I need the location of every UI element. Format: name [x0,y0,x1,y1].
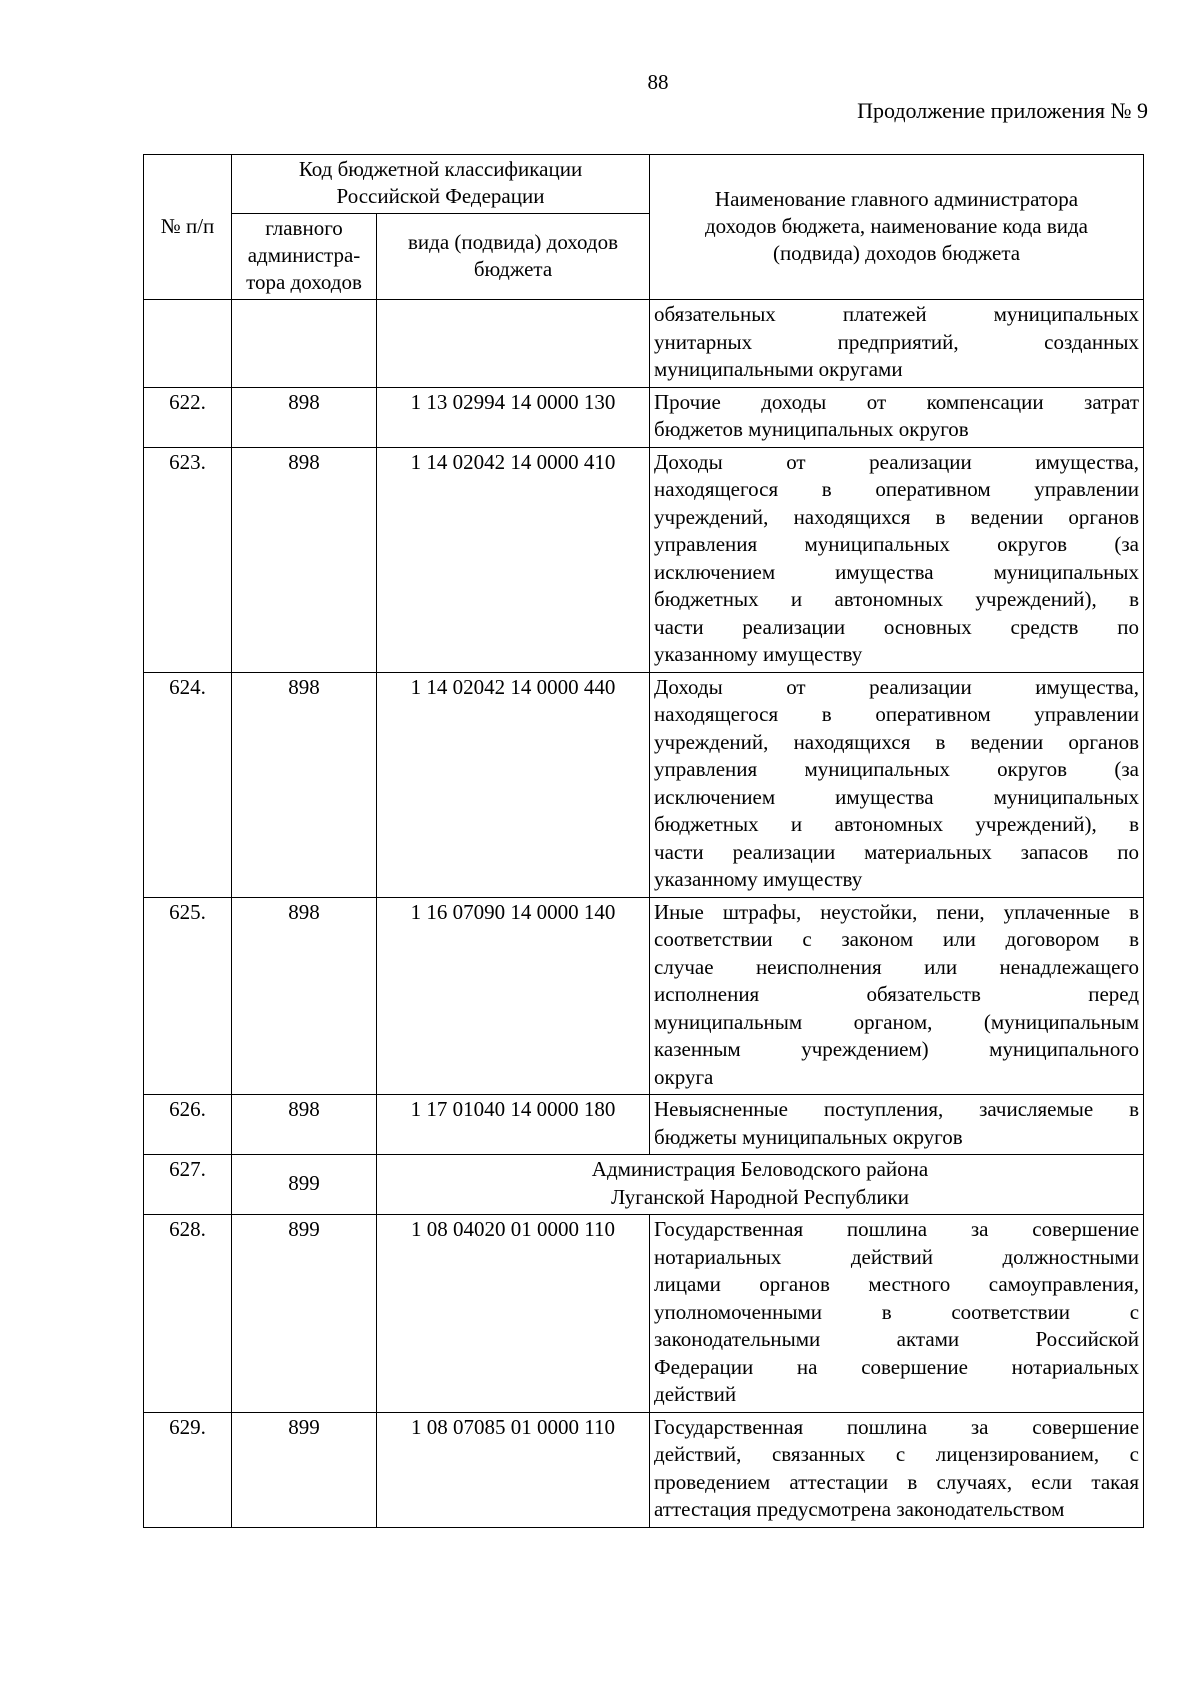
income-description [650,1215,1144,1413]
admin-code: 898 [232,897,377,1095]
income-code: 1 08 04020 01 0000 110 [377,1215,650,1413]
table-row [144,1215,1144,1413]
administrator-title-line: Луганской Народной Республики [611,1184,909,1209]
description-line: Доходы от реализации имущества, [654,674,1140,699]
table-row [144,1095,1144,1155]
description-line: указанному имуществу [654,642,863,666]
description-line: Государственная пошлина за совершение [654,1414,1140,1439]
income-description [650,1095,1144,1155]
admin-code [232,300,377,388]
header-name-line: Наименование главного администратора [714,186,1079,211]
description-line: находящегося в оперативном управлении [654,702,1140,726]
description-line: округа [654,1064,714,1089]
row-number: 623. [144,447,232,672]
description-line: исключением имущества муниципальных [654,559,1140,584]
description-line: указанному имуществу [654,867,863,891]
row-number: 626. [144,1095,232,1155]
table-row [144,387,1144,447]
income-description [650,447,1144,672]
description-line: учреждений, находящихся в ведении органов [654,729,1140,754]
budget-revenue-table [143,154,1144,1528]
header-name-line: (подвида) доходов бюджета [772,240,1021,265]
header-kbk-line: Российской Федерации [336,184,545,208]
admin-code: 898 [232,1095,377,1155]
description-line: нотариальных действий должностными [654,1244,1140,1269]
description-line: управления муниципальных округов (за [654,757,1140,781]
header-name [650,155,1144,300]
table-body [144,300,1144,1528]
description-line: бюджетных и автономных учреждений), в [654,587,1140,611]
description-line: лицами органов местного самоуправления, [654,1272,1140,1296]
header-name-line: доходов бюджета, наименование кода вида [705,213,1089,238]
description-line: Государственная пошлина за совершение [654,1217,1140,1241]
description-line: действий, связанных с лицензированием, с [654,1442,1140,1466]
header-admin-line: администра- [247,243,361,267]
description-line: действий [654,1382,737,1406]
row-number: 629. [144,1412,232,1527]
description-line: случае неисполнения или ненадлежащего [654,954,1140,979]
header-admin-code [232,214,377,300]
table-row [144,897,1144,1095]
admin-code: 899 [232,1412,377,1527]
admin-code: 899 [232,1215,377,1413]
header-income-line: бюджета [473,256,553,281]
description-line: Прочие доходы от компенсации затрат [654,389,1140,414]
appendix-continuation-label: Продолжение приложения № 9 [857,98,1148,123]
description-line: учреждений, находящихся в ведении органов [654,504,1140,529]
page-number: 88 [647,70,669,94]
description-line: законодательными актами Российской [654,1327,1140,1351]
row-number [144,300,232,388]
description-line: унитарных предприятий, созданных [654,329,1140,354]
description-line: уполномоченными в соответствии с [654,1299,1140,1324]
description-line: муниципальными округами [654,357,903,381]
administrator-title [377,1155,1144,1215]
admin-code: 899 [232,1155,377,1215]
description-line: части реализации материальных запасов по [654,839,1140,864]
description-line: муниципальным органом, (муниципальным [654,1009,1140,1034]
row-number: 622. [144,387,232,447]
income-code: 1 08 07085 01 0000 110 [377,1412,650,1527]
administrator-title-line: Администрация Беловодского района [591,1157,929,1181]
description-line: исполнения обязательств перед [654,982,1140,1006]
header-admin-line: тора доходов [246,270,362,294]
income-description [650,897,1144,1095]
description-line: бюджеты муниципальных округов [654,1124,963,1149]
description-line: бюджетов муниципальных округов [654,417,969,441]
header-kbk-line: Код бюджетной классификации [298,157,583,181]
description-line: исключением имущества муниципальных [654,784,1140,809]
row-number: 624. [144,672,232,897]
income-code: 1 14 02042 14 0000 410 [377,447,650,672]
income-code [377,300,650,388]
table-row [144,672,1144,897]
admin-code: 898 [232,447,377,672]
header-kbk-group [232,155,650,214]
description-line: проведением аттестации в случаях, если такая [654,1469,1140,1494]
income-code: 1 14 02042 14 0000 440 [377,672,650,897]
description-line: Федерации на совершение нотариальных [654,1354,1140,1379]
row-number: 627. [144,1155,232,1215]
description-line: Иные штрафы, неустойки, пени, уплаченные в [654,899,1140,924]
income-code: 1 16 07090 14 0000 140 [377,897,650,1095]
row-number: 628. [144,1215,232,1413]
table-header-row [144,155,1144,214]
description-line: обязательных платежей муниципальных [654,302,1140,326]
header-admin-line: главного [265,216,343,240]
table-row [144,300,1144,388]
income-description [650,387,1144,447]
admin-code: 898 [232,672,377,897]
description-line: казенным учреждением) муниципального [654,1037,1140,1061]
description-line: соответствии с законом или договором в [654,927,1140,951]
income-description [650,1412,1144,1527]
description-line: бюджетных и автономных учреждений), в [654,812,1140,836]
income-description [650,672,1144,897]
admin-code: 898 [232,387,377,447]
table-row [144,1155,1144,1215]
header-num: № п/п [144,155,232,300]
description-line: управления муниципальных округов (за [654,532,1140,556]
description-line: Доходы от реализации имущества, [654,449,1140,474]
description-line: находящегося в оперативном управлении [654,477,1140,501]
income-code: 1 17 01040 14 0000 180 [377,1095,650,1155]
description-line: Невыясненные поступления, зачисляемые в [654,1097,1140,1121]
row-number: 625. [144,897,232,1095]
description-line: части реализации основных средств по [654,614,1140,639]
income-description [650,300,1144,388]
header-income-code [377,214,650,300]
table-row [144,1412,1144,1527]
header-income-line: вида (подвида) доходов [408,229,618,254]
income-code: 1 13 02994 14 0000 130 [377,387,650,447]
description-line: аттестация предусмотрена законодательством [654,1497,1065,1521]
table-row [144,447,1144,672]
